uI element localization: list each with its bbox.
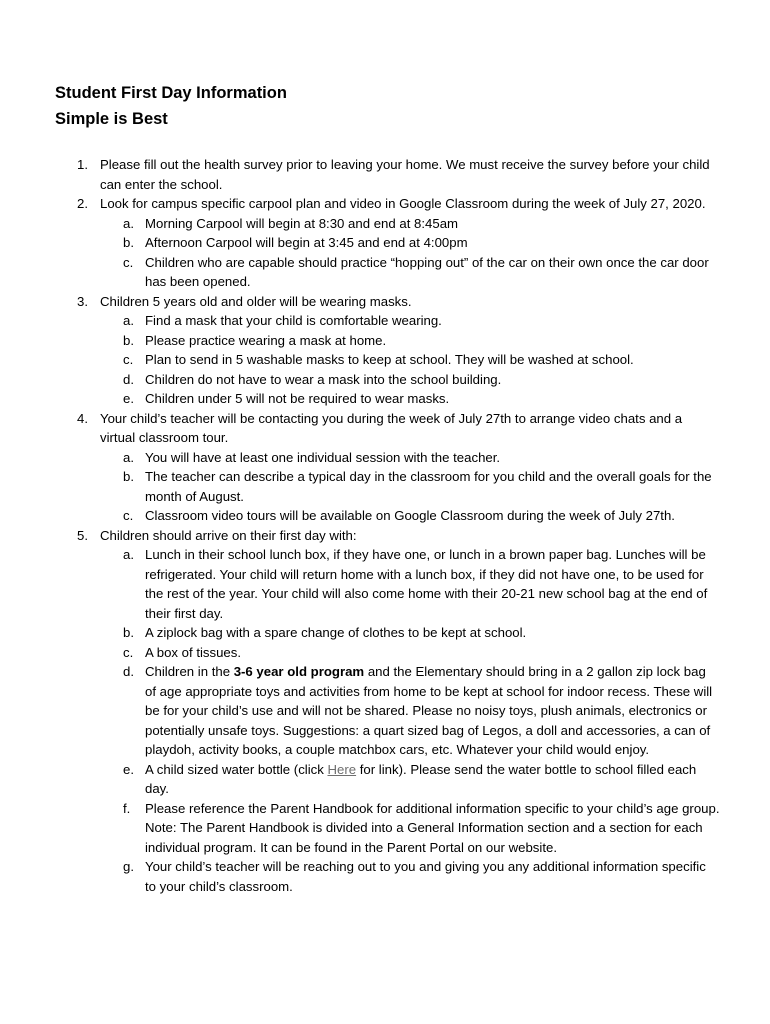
sub-item-text-pre: A child sized water bottle (click (145, 761, 328, 777)
sub-item-letter: f. (123, 800, 131, 816)
item-text: Children should arrive on their first day with: (100, 527, 357, 543)
sub-item-letter: c. (123, 644, 134, 660)
sub-list-item (0, 545, 770, 623)
sub-item-text: Children who are capable should practice “hopping out” of the car on their own once the car door has been opened. (145, 254, 709, 289)
item-number: 5. (77, 527, 88, 543)
item-number: 4. (77, 410, 88, 426)
list-item (0, 155, 770, 194)
sub-list-item (0, 799, 770, 858)
sub-item-text (145, 662, 720, 760)
list-item (0, 526, 770, 546)
sub-item-letter: d. (123, 664, 134, 679)
sub-item-letter: b. (123, 235, 134, 250)
sub-item-letter: g. (123, 859, 134, 874)
sub-item-text: Please reference the Parent Handbook for additional information specific to your child’s age group. Note: The Parent Handbook is divided into a General Information section and a section for each individual program. It can be found in the Parent Portal on our website. (145, 800, 720, 855)
sub-item-text: A ziplock bag with a spare change of clothes to be kept at school. (145, 625, 527, 640)
program-name-bold: 3-6 year old program (233, 664, 365, 679)
sub-item-text: Find a mask that your child is comfortable wearing. (145, 313, 442, 328)
sub-item-text: Morning Carpool will begin at 8:30 and end at 8:45am (145, 215, 459, 231)
sub-item-text: Classroom video tours will be available on Google Classroom during the week of July 27th. (145, 508, 675, 523)
sub-item-text-post: and the Elementary should bring in a 2 gallon zip lock bag of age appropriate toys and activities from home to be kept at school for indoor recess. These will be for your child’s use and will not be shared. Please no noisy toys, plush animals, electronics or potentially unsafe toys. Suggestions: a quart sized bag of Legos, a doll and accessories, a can of playdoh, activity books, a couple matchbox cars, etc. Whatever your child would enjoy. (145, 664, 713, 757)
sub-item-letter: a. (123, 547, 134, 562)
list-item (0, 292, 770, 312)
document-title: Student First Day Information (55, 84, 287, 102)
sub-list-item (0, 643, 770, 663)
sub-item-letter: e. (123, 391, 134, 406)
sub-list-item (0, 331, 770, 351)
sub-list-item (0, 389, 770, 409)
sub-list-item (0, 214, 770, 234)
item-number: 1. (77, 157, 88, 172)
sub-item-letter: c. (123, 508, 134, 523)
sub-item-text: Your child’s teacher will be reaching out to you and giving you any additional information specific to your child’s classroom. (145, 859, 706, 894)
sub-item-letter: d. (123, 371, 134, 387)
sub-item-letter: a. (123, 449, 134, 465)
sub-list-item (0, 448, 770, 468)
sub-item-text (145, 760, 720, 799)
list-item (0, 194, 770, 214)
item-text: Look for campus specific carpool plan and video in Google Classroom during the week of July 27, 2020. (100, 196, 706, 211)
sub-item-text: Children do not have to wear a mask into the school building. (145, 371, 502, 387)
instructions-list (0, 155, 770, 896)
sub-item-letter: b. (123, 332, 134, 348)
sub-item-text-pre: Children in the (145, 664, 234, 679)
document-subtitle: Simple is Best (55, 110, 168, 128)
sub-item-letter: a. (123, 215, 134, 231)
sub-list-item (0, 506, 770, 526)
sub-item-letter: c. (123, 352, 134, 367)
item-number: 3. (77, 293, 88, 309)
sub-item-letter: c. (123, 254, 134, 270)
sub-list-item (0, 623, 770, 643)
sub-item-letter: b. (123, 625, 134, 640)
sub-item-letter: b. (123, 469, 134, 484)
sub-item-text: A box of tissues. (145, 644, 242, 660)
sub-list-item (0, 857, 770, 896)
item-text: Your child’s teacher will be contacting you during the week of July 27th to arrange video chats and a virtual classroom tour. (100, 410, 683, 445)
sub-item-text: Plan to send in 5 washable masks to keep at school. They will be washed at school. (145, 352, 634, 367)
sub-item-text: Afternoon Carpool will begin at 3:45 and end at 4:00pm (145, 235, 468, 250)
list-item (0, 409, 770, 448)
sub-item-letter: a. (123, 313, 134, 328)
sub-item-text-post: for link). Please send the water bottle to school filled each day. (145, 761, 697, 796)
sub-item-text: The teacher can describe a typical day in the classroom for you child and the overall goals for the month of August. (145, 469, 712, 504)
sub-list-item (0, 467, 770, 506)
item-text: Please fill out the health survey prior to leaving your home. We must receive the survey before your child can enter the school. (100, 157, 710, 192)
item-number: 2. (77, 196, 88, 211)
sub-list-item (0, 253, 770, 292)
sub-list-item (0, 760, 770, 799)
sub-item-text: Lunch in their school lunch box, if they have one, or lunch in a brown paper bag. Lunches will be refrigerated. Your child will return home with a lunch box, if they did not have one, to be used for the rest of the year. Your child will also come home with their 20-21 new school bag at the end of their first day. (145, 547, 708, 621)
sub-list-item (0, 662, 770, 760)
sub-list-item (0, 350, 770, 370)
sub-item-text: Children under 5 will not be required to wear masks. (145, 391, 450, 406)
sub-item-text: You will have at least one individual session with the teacher. (145, 449, 501, 465)
sub-list-item (0, 370, 770, 390)
sub-list-item (0, 233, 770, 253)
here-link[interactable]: Here (327, 761, 357, 777)
sub-item-letter: e. (123, 761, 134, 777)
item-text: Children 5 years old and older will be wearing masks. (100, 293, 412, 309)
sub-item-text: Please practice wearing a mask at home. (145, 332, 387, 348)
sub-list-item (0, 311, 770, 331)
